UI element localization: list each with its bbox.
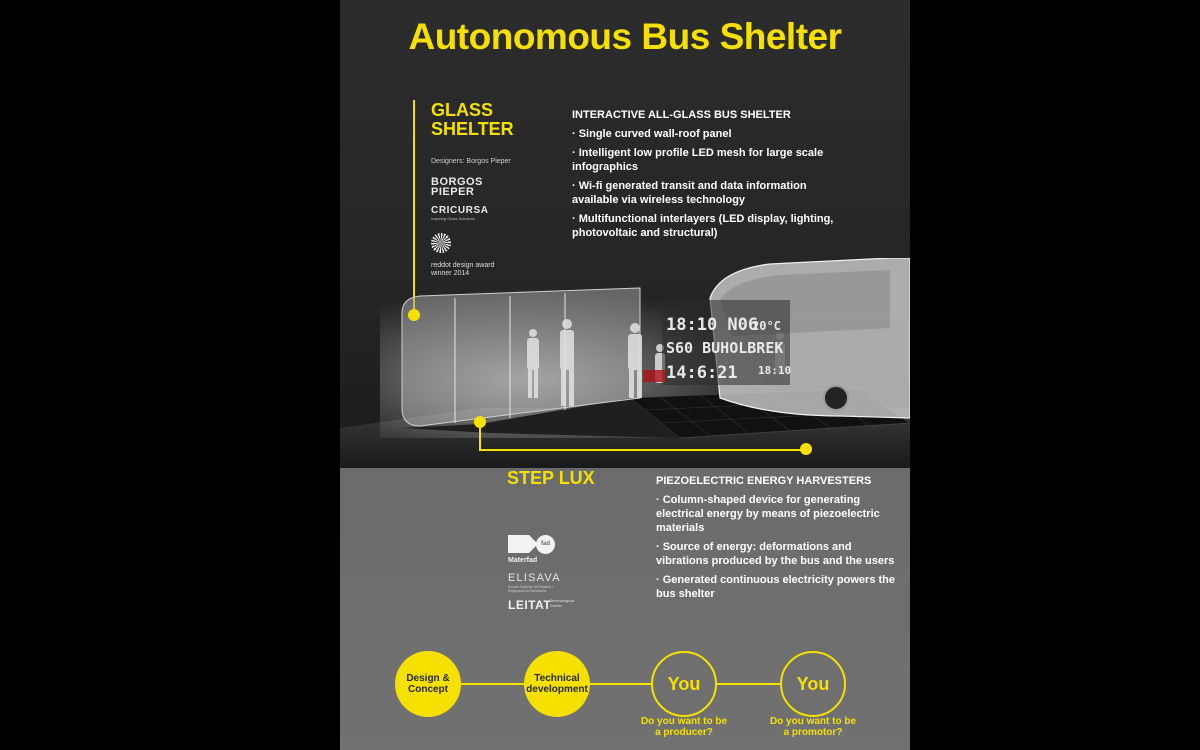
glass-shelter-item: · Wi-fi generated transit and data information available via wireless technology [572,180,807,206]
poster-title: Autonomous Bus Shelter [408,16,842,57]
glass-shelter-title-line1: GLASS [431,100,494,120]
glass-shelter-description [572,108,842,245]
led-display-temp: 20°C [752,319,781,333]
designers-credit: Designers: Borgos Pieper [431,158,511,165]
promotor-question: Do you want to be a promotor? [769,716,857,738]
elisava-logo: ELISAVA [508,572,561,584]
step-lux-connector-horizontal [479,449,806,451]
borgos-logo-line2: PIEPER [431,186,475,198]
step-lux-item: · Generated continuous electricity powers the bus shelter [656,574,895,600]
leitat-logo: LEITAT [508,598,552,612]
glass-shelter-item: · Intelligent low profile LED mesh for large scale infographics [572,147,824,173]
led-display-line1: 18:10 N06 [666,315,759,335]
borgos-logo-line1: BORGOS [431,176,483,188]
poster [340,0,910,750]
glass-shelter-item: · Single curved wall-roof panel [572,128,732,140]
step-lux-item: · Column-shaped device for generating electrical energy by means of piezoelectric materials [656,494,880,534]
materfad-logo-badge: fad [536,535,555,554]
bus-wheel [824,386,848,410]
producer-question: Do you want to be a producer? [640,716,728,738]
process-step-technical: Technical development [524,651,590,717]
borgos-pieper-logo [431,177,483,197]
step-lux-item: · Source of energy: deformations and vibrations produced by the bus and the users [656,541,895,567]
leitat-logo-subtitle: Technological Center [550,598,575,608]
bench [643,370,665,382]
elisava-logo-subtitle: Escola Superior de Disseny i Enginyeria de Barcelona [508,585,553,593]
cricursa-tagline: Inspiring Glass Solutions [431,216,476,221]
award-line2: winner 2014 [431,270,470,277]
process-connector-line [425,683,825,685]
glass-shelter-item: · Multifunctional interlayers (LED display, lighting, photovoltaic and structural) [572,213,834,239]
cricursa-logo: CRICURSA [431,205,489,216]
glass-shelter-title [431,101,514,139]
step-lux-marker-dot [474,416,486,428]
step-lux-heading: PIEZOELECTRIC ENERGY HARVESTERS [656,475,872,487]
materfad-logo-label: Materfad [508,557,538,564]
award-line1: reddot design award [431,262,495,269]
glass-shelter-title-line2: SHELTER [431,119,514,139]
step-lux-description [656,474,896,606]
glass-shelter-marker-dot [408,309,420,321]
shelter-illustration [340,258,910,468]
process-step-promotor: You [780,651,846,717]
glass-shelter-heading: INTERACTIVE ALL-GLASS BUS SHELTER [572,109,791,121]
step-lux-title: STEP LUX [507,468,595,488]
materfad-logo-shape [508,535,538,553]
reddot-award-icon [431,233,451,253]
process-step-design: Design & Concept [395,651,461,717]
led-display-line2: S60 BUHOLBREK [666,339,784,357]
led-display-line3b: 18:10 [758,364,792,377]
process-step-producer: You [651,651,717,717]
step-lux-marker-dot [800,443,812,455]
led-display-line3: 14:6:21 [666,363,738,383]
